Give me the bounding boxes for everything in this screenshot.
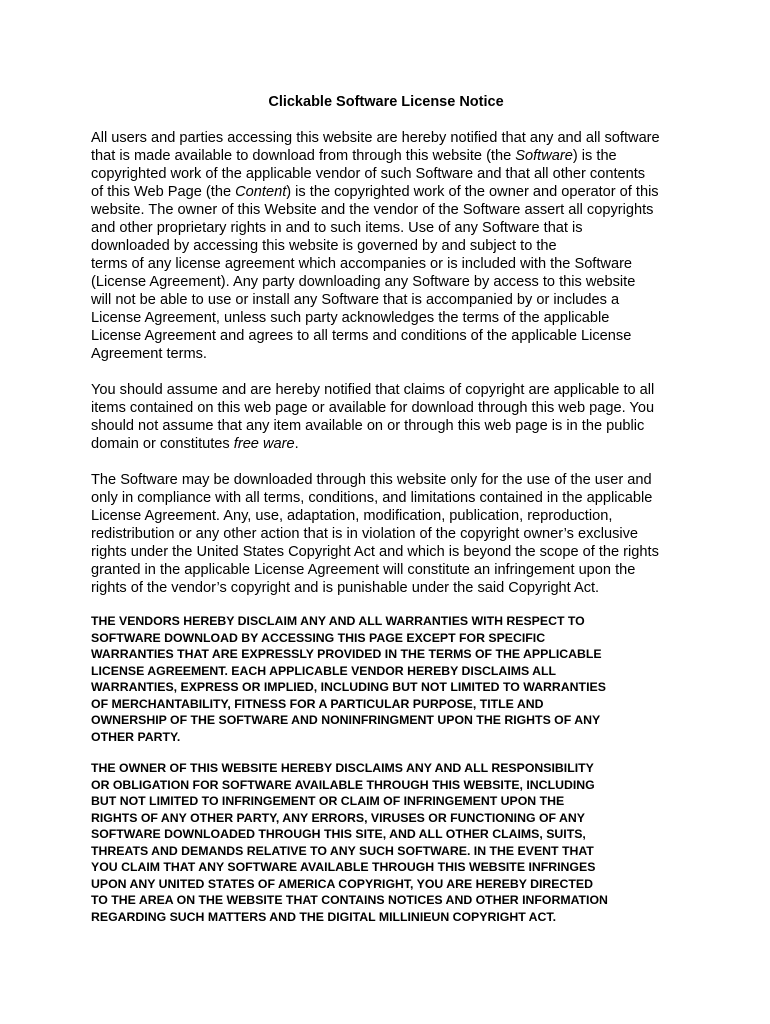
disclaimer-line: WARRANTIES, EXPRESS OR IMPLIED, INCLUDING BUT NOT LIMITED TO WARRANTIES xyxy=(91,680,606,694)
disclaimer-line: RIGHTS OF ANY OTHER PARTY, ANY ERRORS, VIRUSES OR FUNCTIONING OF ANY xyxy=(91,810,585,825)
paragraph-line: downloaded by accessing this website is governed by and subject to the xyxy=(91,238,557,254)
disclaimer-line: OWNERSHIP OF THE SOFTWARE AND NONINFRINGMENT UPON THE RIGHTS OF ANY xyxy=(91,713,601,727)
italic-term-content: Content xyxy=(235,184,287,200)
owner-disclaimer xyxy=(91,760,681,925)
disclaimer-line: WARRANTIES THAT ARE EXPRESSLY PROVIDED IN THE TERMS OF THE APPLICABLE xyxy=(91,647,602,661)
disclaimer-line: REGARDING SUCH MATTERS AND THE DIGITAL MILLINIEUN COPYRIGHT ACT. xyxy=(91,909,556,924)
disclaimer-line: OTHER PARTY. xyxy=(91,729,181,744)
paragraph-line-text: domain or constitutes xyxy=(91,436,234,452)
paragraph-line-text: . xyxy=(294,436,299,452)
disclaimer-line: THE VENDORS HEREBY DISCLAIM ANY AND ALL WARRANTIES WITH RESPECT TO xyxy=(91,614,585,628)
paragraph-line: copyrighted work of the applicable vendor of such Software and that all other contents xyxy=(91,166,646,182)
paragraph-line xyxy=(91,435,681,453)
paragraph-line: License Agreement and agrees to all terms and conditions of the applicable License xyxy=(91,328,632,344)
paragraph-line: only in compliance with all terms, conditions, and limitations contained in the applicable xyxy=(91,490,653,506)
disclaimer-line: TO THE AREA ON THE WEBSITE THAT CONTAINS NOTICES AND OTHER INFORMATION xyxy=(91,893,608,907)
disclaimer-line: LICENSE AGREEMENT. EACH APPLICABLE VENDOR HEREBY DISCLAIMS ALL xyxy=(91,663,557,678)
paragraph-line xyxy=(91,147,681,165)
paragraph-line: will not be able to use or install any Software that is accompanied by or includes a xyxy=(91,292,620,308)
paragraph-line: and other proprietary rights in and to such items. Use of any Software that is xyxy=(91,220,583,236)
paragraph-line: The Software may be downloaded through this website only for the use of the user and xyxy=(91,472,652,488)
paragraph-line: License Agreement, unless such party acknowledges the terms of the applicable xyxy=(91,310,610,326)
paragraph-line: website. The owner of this Website and the vendor of the Software assert all copyrights xyxy=(91,202,654,218)
paragraph-line-text: of this Web Page (the xyxy=(91,184,236,200)
disclaimer-line: BUT NOT LIMITED TO INFRINGEMENT OR CLAIM OF INFRINGEMENT UPON THE xyxy=(91,794,565,808)
paragraph-line: You should assume and are hereby notified that claims of copyright are applicable to all xyxy=(91,382,655,398)
disclaimer-line: UPON ANY UNITED STATES OF AMERICA COPYRIGHT, YOU ARE HEREBY DIRECTED xyxy=(91,876,593,891)
paragraph-line: License Agreement. Any, use, adaptation, modification, publication, reproduction, xyxy=(91,508,613,524)
notice-paragraph xyxy=(91,129,681,363)
disclaimer-line: SOFTWARE DOWNLOADED THROUGH THIS SITE, AND ALL OTHER CLAIMS, SUITS, xyxy=(91,827,586,841)
paragraph-line: should not assume that any item available on or through this web page is in the public xyxy=(91,418,645,434)
paragraph-line: items contained on this web page or available for download through this web page. You xyxy=(91,400,655,416)
disclaimer-line: OF MERCHANTABILITY, FITNESS FOR A PARTICULAR PURPOSE, TITLE AND xyxy=(91,696,544,711)
paragraph-line-text: that is made available to download from through this website (the xyxy=(91,148,516,164)
paragraph-line-text: ) is the xyxy=(572,148,617,164)
disclaimer-line: SOFTWARE DOWNLOAD BY ACCESSING THIS PAGE EXCEPT FOR SPECIFIC xyxy=(91,630,546,645)
paragraph-line: granted in the applicable License Agreement will constitute an infringement upon the xyxy=(91,562,636,578)
paragraph-line-text: ) is the copyrighted work of the owner and operator of this xyxy=(286,184,659,200)
document-page xyxy=(91,93,681,942)
disclaimer-line: YOU CLAIM THAT ANY SOFTWARE AVAILABLE THROUGH THIS WEBSITE INFRINGES xyxy=(91,860,596,874)
disclaimer-line: OR OBLIGATION FOR SOFTWARE AVAILABLE THROUGH THIS WEBSITE, INCLUDING xyxy=(91,777,595,792)
copyright-assumption-paragraph xyxy=(91,381,681,453)
paragraph-line: terms of any license agreement which accompanies or is included with the Software xyxy=(91,256,633,272)
paragraph-line: rights under the United States Copyright Act and which is beyond the scope of the rights xyxy=(91,544,659,560)
paragraph-line: redistribution or any other action that is in violation of the copyright owner’s exclusive xyxy=(91,526,639,542)
warranty-disclaimer xyxy=(91,613,681,745)
italic-term-software: Software xyxy=(515,148,573,164)
paragraph-line xyxy=(91,183,681,201)
paragraph-line: All users and parties accessing this website are hereby notified that any and all software xyxy=(91,130,660,146)
disclaimer-line: THE OWNER OF THIS WEBSITE HEREBY DISCLAIMS ANY AND ALL RESPONSIBILITY xyxy=(91,761,594,775)
disclaimer-line: THREATS AND DEMANDS RELATIVE TO ANY SUCH SOFTWARE. IN THE EVENT THAT xyxy=(91,843,594,858)
usage-terms-paragraph xyxy=(91,471,681,597)
paragraph-line: (License Agreement). Any party downloading any Software by access to this website xyxy=(91,274,636,290)
italic-term-free-ware: free ware xyxy=(233,436,295,452)
document-title: Clickable Software License Notice xyxy=(268,94,504,110)
paragraph-line: Agreement terms. xyxy=(91,346,207,362)
paragraph-line: rights of the vendor’s copyright and is punishable under the said Copyright Act. xyxy=(91,580,600,596)
